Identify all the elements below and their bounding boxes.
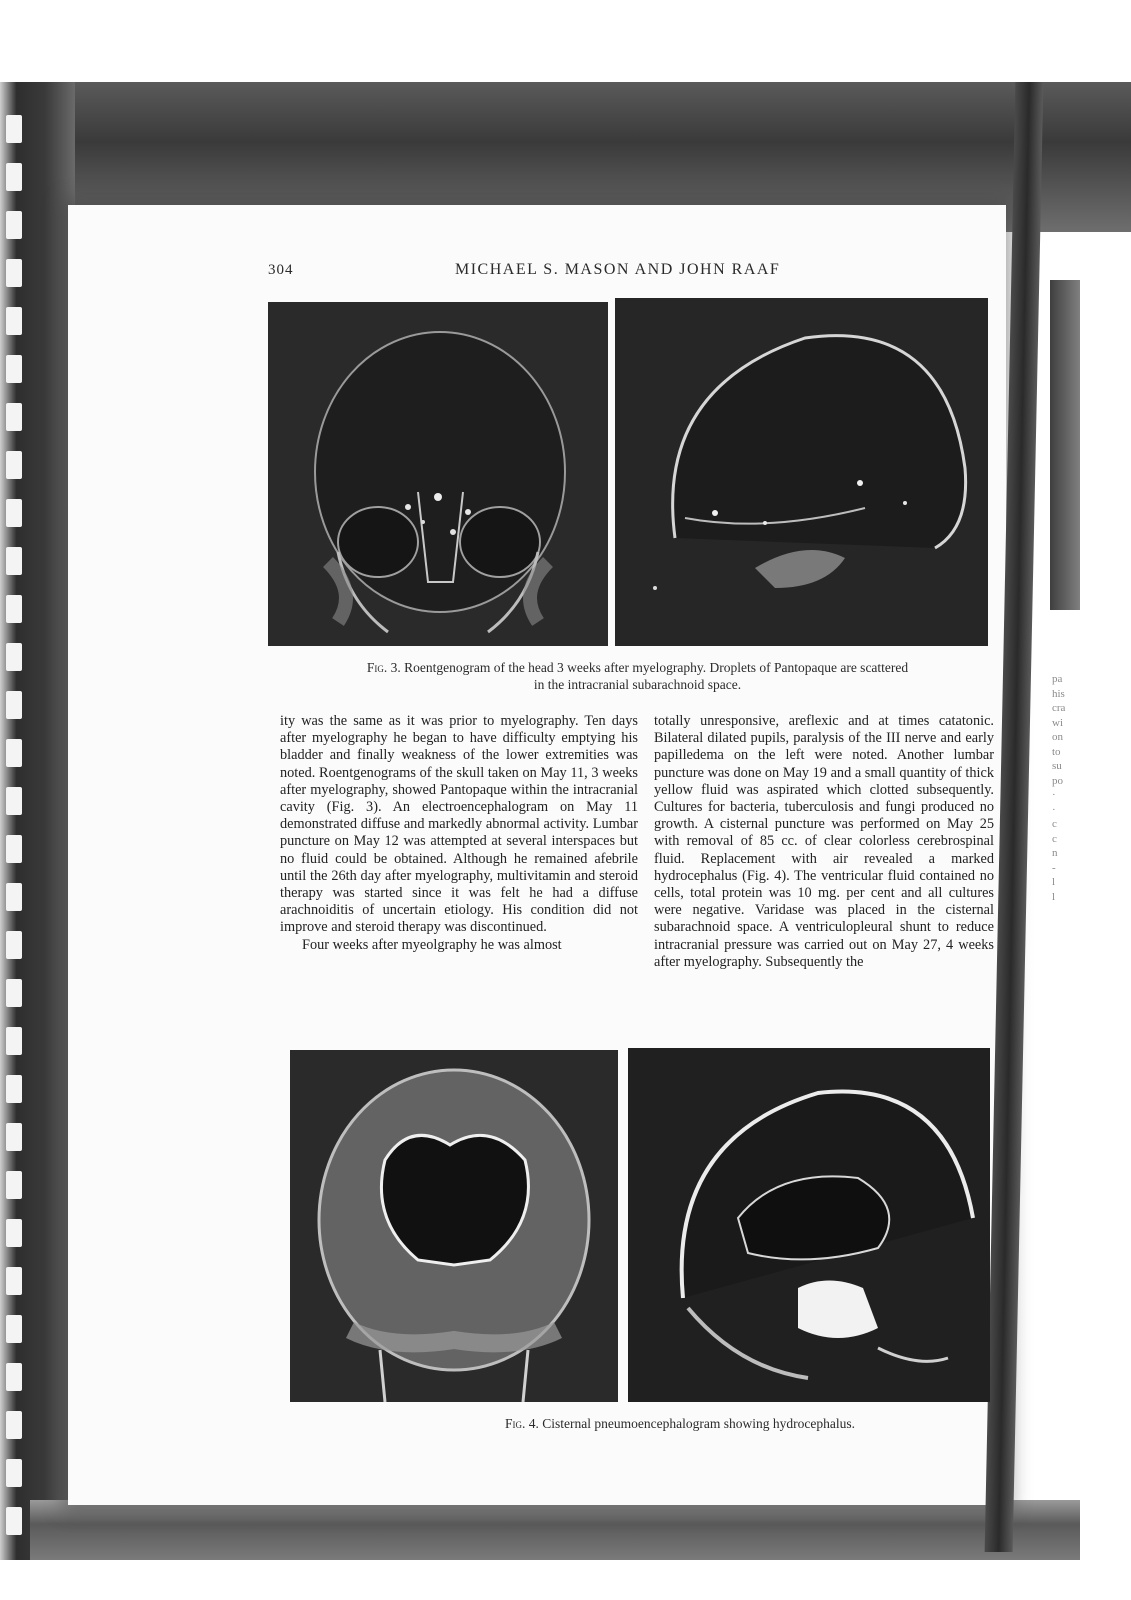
fig3-caption-line2: in the intracranial subarachnoid space. [533,677,742,692]
sprocket-hole [6,355,22,383]
film-right-strip [1050,280,1080,610]
margin-fragment: · [1052,803,1056,816]
skull-lateral-illustration [615,298,988,646]
skull-frontal-illustration [268,302,608,646]
margin-fragment: po [1052,774,1063,787]
margin-fragment: su [1052,760,1062,772]
sprocket-hole [6,115,22,143]
film-bottom-border [30,1500,1080,1560]
fig3-label: Fig. 3. [366,660,401,675]
sprocket-hole [6,931,22,959]
margin-fragment: l [1052,890,1056,903]
margin-fragment: n [1052,847,1058,859]
left-text-column [280,713,638,954]
sprocket-hole [6,1267,22,1295]
pneumo-lateral-illustration [628,1048,990,1402]
sprocket-hole [6,595,22,623]
sprocket-hole [6,1363,22,1391]
fig4-label: Fig. 4. [505,1416,539,1431]
left-column-paragraph-1: ity was the same as it was prior to myelography. Ten days after myelography he began to have difficulty emptying his bladder and finally weakness of the lower extremities was noted. Roentgenograms of the skull taken on May 11, 3 weeks after myelography, showed Pantopaque within the intracranial cavity (Fig. 3). An electroencephalogram on May 11 demonstrated diffuse and markedly abnormal activity. Lumbar puncture on May 12 was attempted at several interspaces but no fluid could be obtained. Although he remained afebrile until the 26th day after myelography, multivitamin and steroid therapy was started since it was felt he had a diffuse arachnoiditis of uncertain etiology. His condition did not improve and steroid therapy was discontinued. [280,713,638,936]
sprocket-hole [6,979,22,1007]
sprocket-hole [6,787,22,815]
sprocket-hole [6,835,22,863]
fig3-caption [300,659,975,693]
margin-fragment: wi [1052,716,1063,729]
fig4-lateral-pneumoencephalogram [628,1048,990,1402]
sprocket-hole [6,1507,22,1535]
fig3-caption-text-1: Roentgenogram of the head 3 weeks after myelography. Droplets of Pantopaque are scattered [404,660,909,675]
adjacent-page-fragments [1052,672,1065,904]
sprocket-hole [6,547,22,575]
sprocket-hole [6,211,22,239]
pneumo-frontal-illustration [290,1050,618,1402]
sprocket-hole [6,1219,22,1247]
fig3-lateral-xray [615,298,988,646]
fig4-caption-text: Cisternal pneumoencephalogram showing hydrocephalus. [542,1416,855,1431]
sprocket-hole [6,1171,22,1199]
left-column-paragraph-2: Four weeks after myeolgraphy he was almost [302,936,562,953]
fig4-frontal-pneumoencephalogram [290,1050,618,1402]
sprocket-hole [6,403,22,431]
sprocket-hole [6,163,22,191]
running-head: MICHAEL S. MASON AND JOHN RAAF [455,261,781,278]
fig4-caption [440,1415,920,1432]
fig3-caption-line1 [300,659,975,676]
sprocket-hole [6,691,22,719]
sprocket-hole [6,739,22,767]
fig3-frontal-xray [268,302,608,646]
sprocket-hole [6,1123,22,1151]
sprocket-hole [6,499,22,527]
margin-fragment: pa [1052,673,1063,685]
margin-fragment: cra [1052,702,1066,714]
margin-fragment: his [1052,687,1065,700]
margin-fragment: - [1052,861,1056,874]
sprocket-hole [6,307,22,335]
margin-fragment: to [1052,745,1061,758]
sprocket-hole [6,1411,22,1439]
sprocket-hole [6,259,22,287]
sprocket-hole [6,1027,22,1055]
sprocket-hole [6,1459,22,1487]
margin-fragment: on [1052,731,1063,743]
page-number: 304 [268,262,294,278]
margin-fragment: c [1052,832,1057,845]
margin-fragment: c [1052,818,1057,830]
right-text-column [654,713,994,971]
sprocket-hole [6,1075,22,1103]
right-column-paragraph: totally unresponsive, areflexic and at times catatonic. Bilateral dilated pupils, paralysis of the III nerve and early papilledema on the left were noted. Another lumbar puncture was done on May 19 and a small quantity of thick yellow fluid was aspirated which clotted subsequently. Cultures for bacteria, tuberculosis and fungi produced no growth. A cisternal puncture was performed on May 25 with removal of 85 cc. of clear colorless cerebrospinal fluid. Replacement with air revealed a marked hydrocephalus (Fig. 4). The ventricular fluid contained no cells, total protein was 10 mg. per cent and all cultures were negative. Varidase was placed in the cisternal subarachnoid space. A ventriculopleural shunt to reduce intracranial pressure was carried out on May 27, 4 weeks after myelography. Subsequently the [654,713,994,970]
margin-fragment: · [1052,789,1056,801]
sprocket-hole [6,643,22,671]
sprocket-hole [6,451,22,479]
sprocket-hole [6,883,22,911]
sprocket-hole [6,1315,22,1343]
margin-fragment: l [1052,876,1056,888]
